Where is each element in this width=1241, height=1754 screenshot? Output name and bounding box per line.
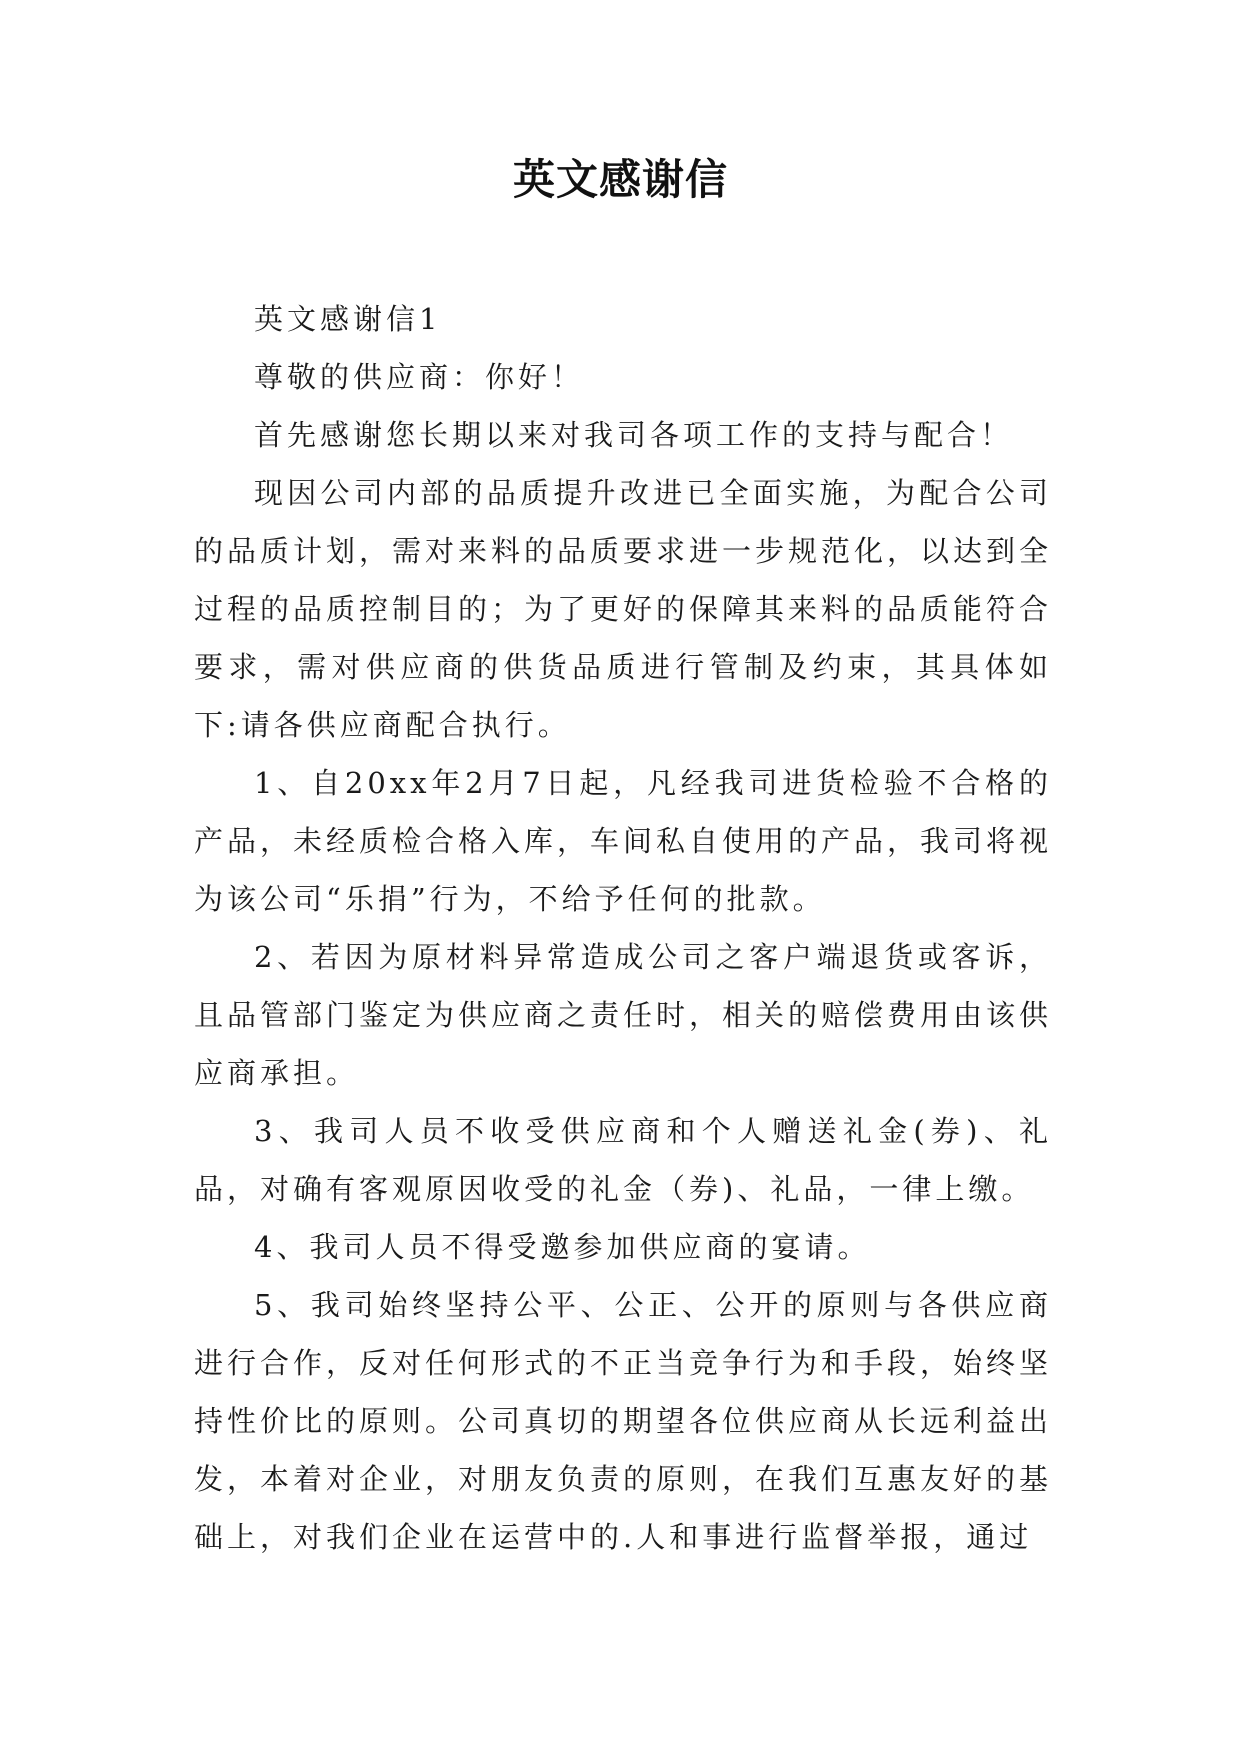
clause-5: 5、我司始终坚持公平、公正、公开的原则与各供应商进行合作，反对任何形式的不正当竞争行为和手段，始终坚持性价比的原则。公司真切的期望各位供应商从长远利益出发，本着对企业，对朋友负责的原则，在我们互惠友好的基础上，对我们企业在运营中的.人和事进行监督举报，通过 [194,1288,1053,1554]
clause-2: 2、若因为原材料异常造成公司之客户端退货或客诉，且品管部门鉴定为供应商之责任时，相关的赔偿费用由该供应商承担。 [194,940,1053,1090]
clause-4: 4、我司人员不得受邀参加供应商的宴请。 [254,1230,871,1264]
clause-1: 1、自20xx年2月7日起，凡经我司进货检验不合格的产品，未经质检合格入库，车间私自使用的产品，我司将视为该公司“乐捐”行为，不给予任何的批款。 [194,766,1053,916]
letter-heading: 英文感谢信1 [254,302,442,336]
document-title: 英文感谢信 [512,155,728,204]
intro-paragraph: 现因公司内部的品质提升改进已全面实施，为配合公司的品质计划，需对来料的品质要求进一步规范化，以达到全过程的品质控制目的；为了更好的保障其来料的品质能符合要求，需对供应商的供货品质进行管制及约束，其具体如下:请各供应商配合执行。 [194,476,1053,742]
opening-thanks: 首先感谢您长期以来对我司各项工作的支持与配合！ [254,418,1014,452]
document-body [194,290,1052,1566]
clause-3: 3、我司人员不收受供应商和个人赠送礼金(券)、礼品，对确有客观原因收受的礼金（券)、礼品，一律上缴。 [194,1114,1052,1206]
salutation: 尊敬的供应商：你好！ [254,360,585,394]
